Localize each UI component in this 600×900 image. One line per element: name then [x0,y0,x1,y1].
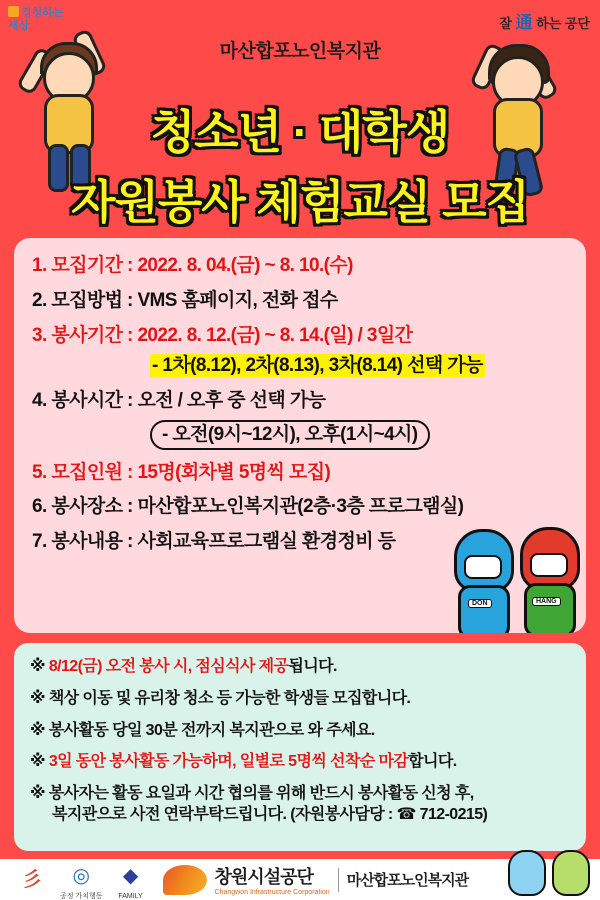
note-5-second-line: 복지관으로 사전 연락부탁드립니다. (자원봉사담당 : ☎ 712-0215) [52,805,488,823]
mascot-hang [516,525,578,633]
detail-5-label: 모집인원 : [51,461,133,483]
note-4-rest: 합니다. [408,753,457,771]
footer-logo-3-mark: ◆ [122,864,139,887]
logo-square-icon [8,6,19,17]
detail-row-6 [32,495,568,519]
detail-3-sub-text: - 1차(8.12), 2차(8.13), 3차(8.14) 선택 가능 [152,355,483,377]
detail-1-value: 2022. 8. 04.(금) ~ 8. 10.(수) [137,255,353,276]
detail-7-no: 7. [32,531,47,552]
hang-body [524,583,576,633]
logo-topleft-line1: 경청하는 [21,7,64,19]
water-drop-mascot-icon [508,850,546,896]
detail-2-no: 2. [32,289,47,311]
footer-logo-2-mark: ◎ [72,864,90,887]
note-3-mark: ※ [30,721,45,739]
logo-topright-pre: 잘 [499,16,512,31]
note-4-red: 3일 동안 봉사활동 가능하며, 일별로 5명씩 선착순 마감 [48,753,409,771]
note-4 [30,752,570,773]
note-2 [30,689,570,710]
detail-5-no: 5. [32,461,47,483]
detail-4-label: 봉사시간 : [51,390,133,411]
detail-6-value: 마산합포노인복지관(2층·3층 프로그램실) [137,496,464,518]
poster-title-line1: 청소년 · 대학생 [150,106,450,158]
footer-mascots [508,850,590,896]
detail-1-no: 1. [32,255,47,276]
detail-7-label: 봉사내용 : [51,531,133,552]
note-2-mark: ※ [30,689,45,707]
note-1-mark: ※ [30,658,45,675]
footer-logo-3-caption: FAMILY [118,892,143,900]
footer-brand-name: 창원시설공단 [214,867,313,888]
detail-4-sub-text: - 오전(9시~12시), 오후(1시~4시) [150,420,430,450]
poster-footer [0,859,600,900]
recruitment-details-box [14,238,586,633]
detail-row-3 [32,324,568,348]
don-name-tag: DON [468,599,492,608]
changwon-swoosh-icon [163,865,207,895]
note-3 [30,721,570,742]
mascot-don [450,529,512,633]
detail-row-5 [32,461,568,485]
detail-5-value: 15명(회차별 5명씩 모집) [137,461,331,483]
hang-name-tag: HANG [532,597,561,606]
detail-row-3-sub [150,354,568,378]
footer-logo-1 [14,863,50,897]
footer-logo-1-mark: 彡 [22,868,42,891]
detail-1-label: 모집기간 : [51,255,133,276]
footer-brand-division: 마산합포노인복지관 [346,872,469,890]
note-1-rest: 됩니다. [288,658,337,675]
footer-logo-3 [113,859,149,900]
detail-6-no: 6. [32,496,47,518]
note-4-mark: ※ [30,753,45,771]
footer-logo-2-caption: 공정 가치행동 [60,892,103,900]
detail-row-2 [32,289,568,313]
logo-topleft-line2: 세상 [8,19,30,32]
note-2-rest: 책상 이동 및 유리창 청소 등 가능한 학생들 모집합니다. [48,689,411,707]
detail-3-value: 2022. 8. 12.(금) ~ 8. 14.(일) / 3일간 [137,324,413,346]
note-5-mark: ※ [30,785,45,803]
poster-title-line2: 자원봉사 체험교실 모집 [71,176,529,228]
detail-row-1 [32,254,568,278]
footer-logo-2 [60,859,103,900]
green-leaf-mascot-icon [552,850,590,896]
logo-topright-mid: 通 [515,13,533,32]
logo-topright-post: 하는 공단 [536,16,590,31]
don-mask-icon [464,555,502,579]
hang-mask-icon [530,553,568,577]
footer-divider [338,868,339,892]
organization-name: 마산합포노인복지관 [219,41,381,62]
detail-2-value: VMS 홈페이지, 전화 접수 [137,289,338,311]
note-3-rest: 봉사활동 당일 30분 전까지 복지관으로 와 주세요. [48,721,375,739]
note-1-red: 8/12(금) 오전 봉사 시, 점심식사 제공 [48,658,289,675]
don-body [458,585,510,633]
note-1 [30,657,570,678]
note-5-rest: 봉사자는 활동 요일과 시간 협의를 위해 반드시 봉사활동 신청 후, [48,785,474,803]
detail-4-value: 오전 / 오후 중 선택 가능 [137,390,326,411]
detail-4-no: 4. [32,390,47,411]
footer-brand-subtitle: Changwon Infrastructure Corporation [214,889,330,897]
note-5 [30,784,570,826]
detail-2-label: 모집방법 : [51,289,133,311]
footer-brand [163,863,469,896]
notes-box [14,643,586,851]
detail-3-no: 3. [32,324,47,346]
detail-7-value: 사회교육프로그램실 환경정비 등 [137,531,396,552]
detail-row-4-sub [150,420,568,450]
detail-row-4 [32,389,568,413]
poster-header [0,0,600,238]
detail-3-label: 봉사기간 : [51,324,133,346]
detail-6-label: 봉사장소 : [51,496,133,518]
